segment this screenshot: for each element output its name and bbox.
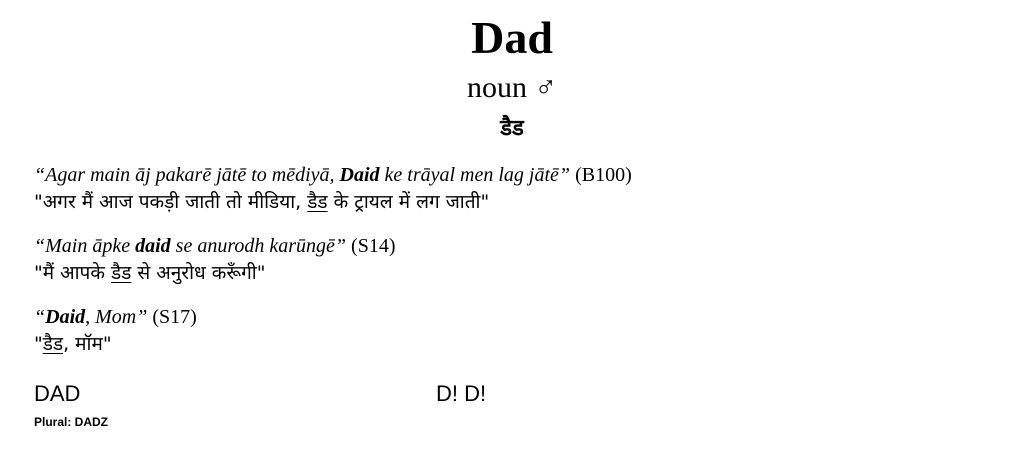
phonetic-spelling: D! D!: [436, 381, 487, 406]
keyword-underlined: डैड: [42, 333, 64, 355]
headword: Dad: [471, 12, 553, 63]
uppercase-headword: DAD: [34, 381, 81, 406]
example-2: [34, 233, 395, 287]
example-hindi: "डैड, मॉम": [34, 333, 112, 355]
keyword-bold: Daid: [45, 306, 86, 328]
example-source: (B100): [570, 164, 632, 186]
example-hindi: "अगर मैं आज पकड़ी जाती तो मीडिया, डैड के ट्रायल में लग जाती": [34, 191, 490, 213]
example-source: (S14): [346, 235, 396, 257]
keyword-bold: Daid: [339, 164, 380, 186]
plural-form: Plural: DADZ: [34, 415, 109, 429]
example-1: [34, 162, 632, 216]
part-of-speech-line: [0, 68, 1024, 108]
example-3: [34, 304, 197, 358]
example-translit: “Main āpke daid se anurodh karūngē” (S14): [34, 235, 396, 257]
keyword-bold: daid: [135, 235, 171, 257]
example-translit: “Daid, Mom” (S17): [34, 306, 197, 328]
male-gender-icon: ♂: [534, 71, 557, 104]
example-translit: “Agar main āj pakarē jātē to mēdiyā, Daid ke trāyal men lag jātē” (B100): [34, 164, 632, 186]
example-source: (S17): [147, 306, 197, 328]
part-of-speech: noun: [467, 71, 527, 104]
keyword-underlined: डैड: [307, 191, 328, 213]
keyword-underlined: डैड: [110, 262, 132, 284]
devanagari-headword: डैड: [500, 116, 524, 141]
example-hindi: "मैं आपके डैड से अनुरोध करूँगी": [34, 262, 266, 284]
